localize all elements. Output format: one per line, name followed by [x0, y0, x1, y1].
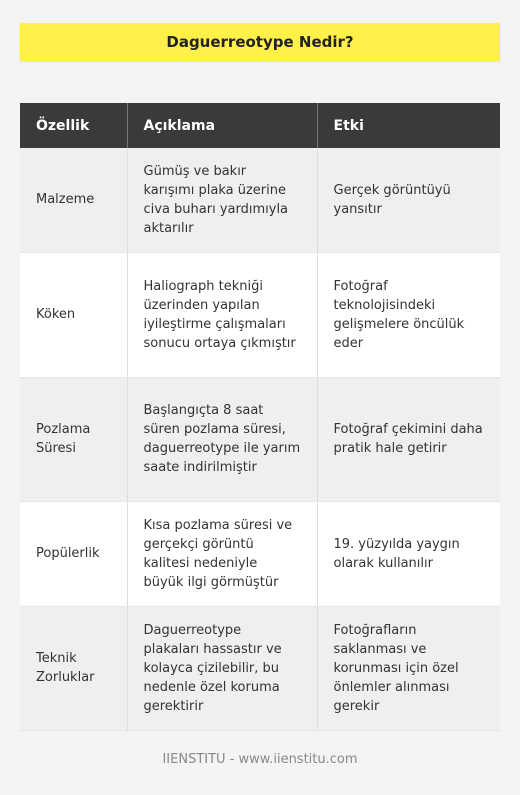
table-row [20, 606, 500, 730]
feature-cell: Teknik Zorluklar [20, 606, 127, 730]
table-row [20, 377, 500, 501]
table-row [20, 501, 500, 606]
effect-cell: Fotoğrafların saklanması ve korunması için özel önlemler alınması gerekir [317, 606, 500, 730]
effect-cell: Gerçek görüntüyü yansıtır [317, 148, 500, 252]
column-header-feature: Özellik [20, 103, 127, 148]
footer-credit: IIENSTITU - www.iienstitu.com [162, 752, 358, 767]
feature-cell: Malzeme [20, 148, 127, 252]
description-cell: Daguerreotype plakaları hassastır ve kolayca çizilebilir, bu nedenle özel koruma gerektirir [127, 606, 317, 730]
column-header-effect: Etki [317, 103, 500, 148]
table-header-row [20, 103, 500, 148]
effect-cell: Fotoğraf çekimini daha pratik hale getirir [317, 377, 500, 501]
description-cell: Gümüş ve bakır karışımı plaka üzerine civa buharı yardımıyla aktarılır [127, 148, 317, 252]
info-table [20, 103, 500, 731]
effect-cell: Fotoğraf teknolojisindeki gelişmelere öncülük eder [317, 252, 500, 377]
feature-cell: Popülerlik [20, 501, 127, 606]
description-cell: Haliograph tekniği üzerinden yapılan iyileştirme çalışmaları sonucu ortaya çıkmıştır [127, 252, 317, 377]
effect-cell: 19. yüzyılda yaygın olarak kullanılır [317, 501, 500, 606]
table-row [20, 148, 500, 252]
column-header-description: Açıklama [127, 103, 317, 148]
page-title: Daguerreotype Nedir? [20, 23, 500, 61]
description-cell: Kısa pozlama süresi ve gerçekçi görüntü kalitesi nedeniyle büyük ilgi görmüştür [127, 501, 317, 606]
description-cell: Başlangıçta 8 saat süren pozlama süresi, daguerreotype ile yarım saate indirilmiştir [127, 377, 317, 501]
feature-cell: Köken [20, 252, 127, 377]
feature-cell: Pozlama Süresi [20, 377, 127, 501]
table-row [20, 252, 500, 377]
